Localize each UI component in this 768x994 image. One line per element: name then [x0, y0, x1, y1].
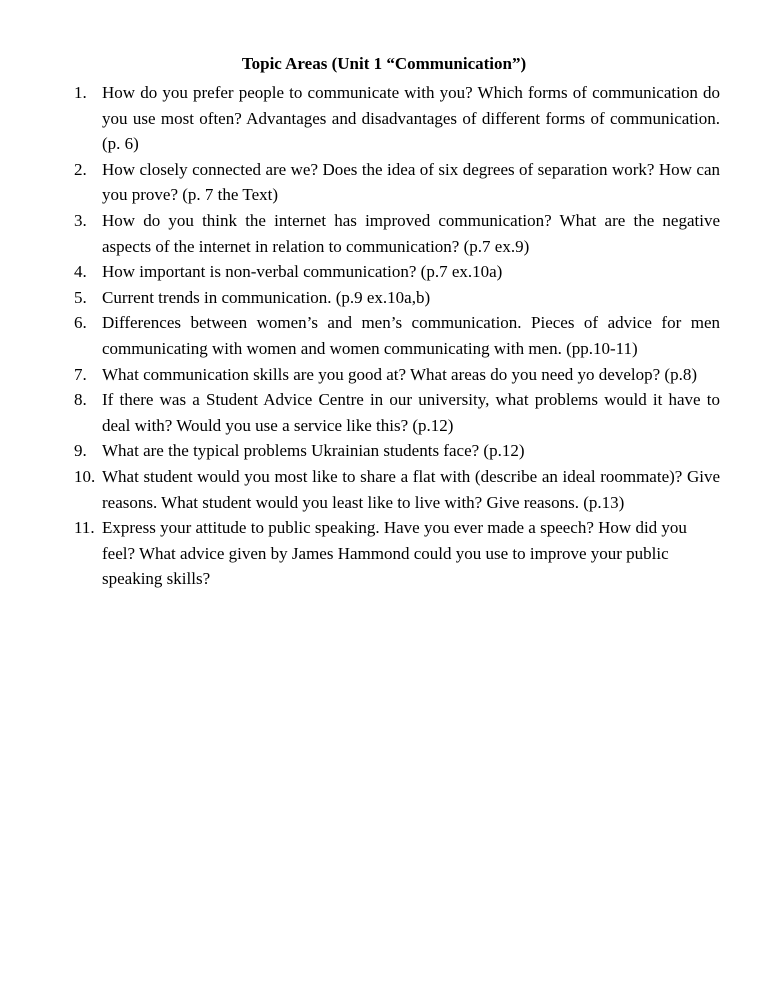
topic-number: 2.: [74, 159, 87, 179]
topic-number: 9.: [74, 441, 87, 461]
topic-number: 11.: [74, 518, 95, 538]
topic-text: Differences between women’s and men’s communication. Pieces of advice for men communicating with women and women communicating with men. (pp.10-11): [102, 313, 720, 358]
topic-text: What communication skills are you good at? What areas do you need yo develop? (p.8): [102, 364, 697, 384]
topic-item-4: [74, 259, 720, 285]
topic-item-1: [74, 80, 720, 157]
topic-item-3: [74, 208, 720, 259]
topic-item-11: [74, 515, 720, 592]
topic-list: [74, 80, 720, 592]
topic-number: 8.: [74, 390, 87, 410]
topic-text: How closely connected are we? Does the idea of six degrees of separation work? How can you prove? (p. 7 the Text): [102, 159, 720, 205]
topic-item-7: [74, 362, 720, 388]
topic-item-5: [74, 285, 720, 311]
topic-text: Current trends in communication. (p.9 ex.10a,b): [102, 287, 431, 307]
topic-item-6: [74, 310, 720, 361]
topic-text: How do you prefer people to communicate with you? Which forms of communication do you use most often? Advantages and disadvantages of different forms of communication. (p. 6): [102, 83, 720, 154]
topic-item-9: [74, 438, 720, 464]
document-title: Topic Areas (Unit 1 “Communication”): [241, 54, 527, 73]
topic-item-2: [74, 157, 720, 208]
topic-text: What student would you most like to share a flat with (describe an ideal roommate)? Give reasons. What student would you least like to live with? Give reasons. (p.13): [102, 466, 720, 512]
topic-number: 3.: [74, 210, 87, 230]
topic-number: 1.: [74, 83, 87, 102]
topic-number: 4.: [74, 262, 87, 282]
topic-text: If there was a Student Advice Centre in our university, what problems would it have to deal with? Would you use a service like this? (p.12): [102, 390, 720, 435]
topic-text: What are the typical problems Ukrainian students face? (p.12): [102, 441, 525, 461]
topic-number: 5.: [74, 287, 87, 307]
topic-item-10: [74, 464, 720, 515]
topic-text: How important is non-verbal communication? (p.7 ex.10a): [102, 262, 503, 282]
topic-number: 7.: [74, 364, 87, 384]
topic-text: How do you think the internet has improved communication? What are the negative aspects of the internet in relation to communication? (p.7 ex.9): [102, 210, 720, 256]
topic-number: 6.: [74, 313, 87, 333]
topic-item-8: [74, 387, 720, 438]
topic-text: Express your attitude to public speaking. Have you ever made a speech? How did you feel? What advice given by James Hammond could you use to improve your public speaking skills?: [102, 518, 687, 589]
topic-number: 10.: [74, 466, 96, 486]
